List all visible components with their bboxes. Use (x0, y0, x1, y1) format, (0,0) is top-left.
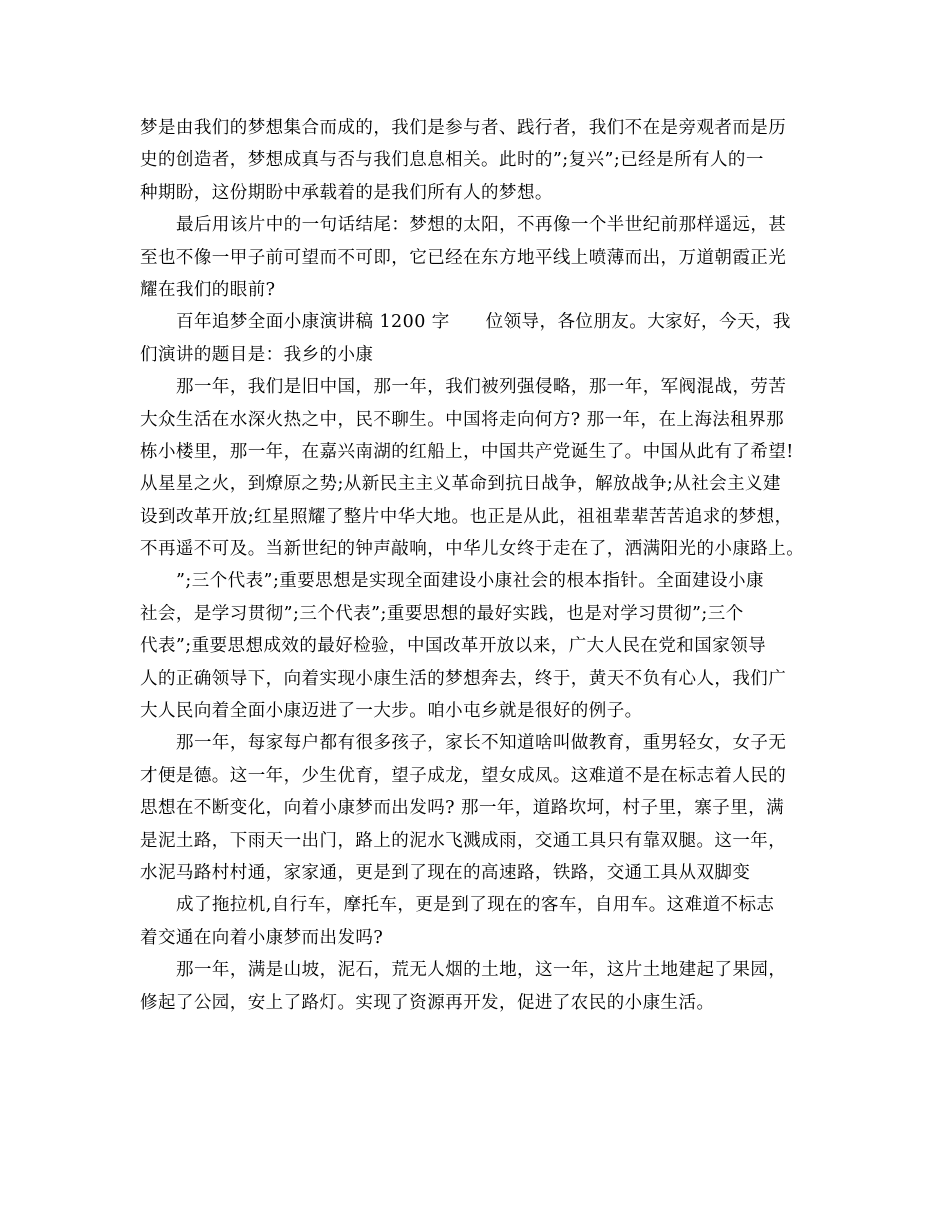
text-line: 人的正确领导下，向着实现小康生活的梦想奔去，终于，黄天不负有心人，我们广 (140, 668, 787, 689)
text-line: 成了拖拉机,自行车，摩托车，更是到了现在的客车，自用车。这难道不标志 (176, 895, 775, 916)
text-line: 大众生活在水深火热之中，民不聊生。中国将走向何方? 那一年，在上海法租界那 (140, 409, 785, 430)
text-line: 大人民向着全面小康迈进了一大步。咱小屯乡就是很好的例子。 (140, 701, 643, 722)
text-line: 栋小楼里，那一年，在嘉兴南湖的红船上，中国共产党诞生了。中国从此有了希望! (140, 441, 794, 462)
text-line: 至也不像一甲子前可望而不可即，它已经在东方地平线上喷薄而出，万道朝霞正光 (140, 247, 787, 268)
text-line: 社会，是学习贯彻”;三个代表”;重要思想的最好实践，也是对学习贯彻”;三个 (140, 603, 744, 624)
text-line: 耀在我们的眼前? (140, 279, 276, 300)
text-line: 种期盼，这份期盼中承载着的是我们所有人的梦想。 (140, 182, 553, 203)
text-line: 那一年，每家每户都有很多孩子，家长不知道啥叫做教育，重男轻女，女子无 (176, 733, 787, 754)
text-line: 代表”;重要思想成效的最好检验，中国改革开放以来，广大人民在党和国家领导 (140, 636, 767, 657)
text-line: 才便是德。这一年，少生优育，望子成龙，望女成凤。这难道不是在标志着人民的 (140, 765, 787, 786)
text-line: 们演讲的题目是：我乡的小康 (140, 344, 374, 365)
text-line: 史的创造者，梦想成真与否与我们息息相关。此时的”;复兴”;已经是所有人的一 (140, 150, 764, 171)
text-line: 那一年，我们是旧中国，那一年，我们被列强侵略，那一年，军阀混战，劳苦 (176, 377, 787, 398)
document-body (140, 112, 812, 1019)
text-line: 水泥马路村村通，家家通，更是到了现在的高速路，铁路，交通工具从双脚变 (140, 862, 751, 883)
text-line: 设到改革开放;红星照耀了整片中华大地。也正是从此，祖祖辈辈苦苦追求的梦想， (140, 506, 793, 527)
text-line: ”;三个代表”;重要思想是实现全面建设小康社会的根本指针。全面建设小康 (176, 571, 764, 592)
text-line: 是泥土路，下雨天一出门，路上的泥水飞溅成雨，交通工具只有靠双腿。这一年， (140, 830, 787, 851)
text-line: 从星星之火，到燎原之势;从新民主主义革命到抗日战争，解放战争;从社会主义建 (140, 474, 781, 495)
text-line: 思想在不断变化，向着小康梦而出发吗? 那一年，道路坎坷，村子里，寨子里，满 (140, 798, 785, 819)
text-line: 梦是由我们的梦想集合而成的，我们是参与者、践行者，我们不在是旁观者而是历 (140, 118, 787, 138)
text-line: 修起了公园，安上了路灯。实现了资源再开发，促进了农民的小康生活。 (140, 992, 715, 1013)
text-line: 最后用该片中的一句话结尾：梦想的太阳，不再像一个半世纪前那样遥远，甚 (176, 215, 787, 236)
text-line: 百年追梦全面小康演讲稿 1200 字 位领导，各位朋友。大家好，今天，我 (176, 312, 791, 333)
text-line: 不再遥不可及。当新世纪的钟声敲响，中华儿女终于走在了，洒满阳光的小康路上。 (140, 539, 805, 560)
text-line: 着交通在向着小康梦而出发吗? (140, 927, 384, 948)
text-line: 那一年，满是山坡，泥石，荒无人烟的土地，这一年，这片土地建起了果园， (176, 960, 787, 981)
